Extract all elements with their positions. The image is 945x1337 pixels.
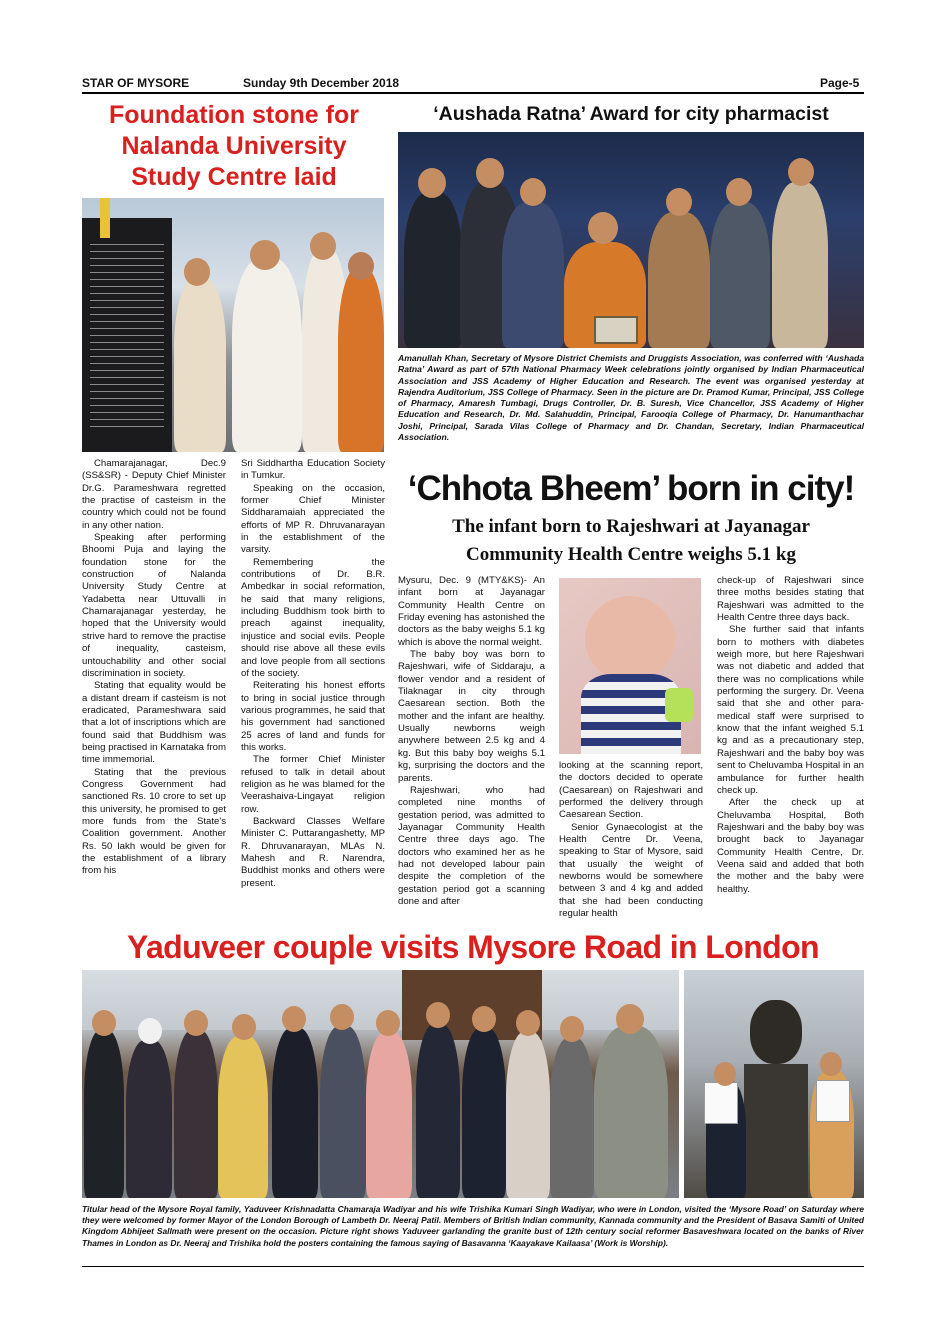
aushada-headline: ‘Aushada Ratna’ Award for city pharmacist	[433, 103, 829, 125]
yaduveer-group-photo	[82, 970, 679, 1198]
paragraph: Remembering the contributions of Dr. B.R. Ambedkar in social reformation, he said that many religions, including Buddhism took birth to preach against inequality, injustice and social evils. People should rise above all these evils and love people from all sections of the society.	[241, 556, 385, 679]
bheem-subheadline	[398, 513, 864, 569]
nalanda-article-column-2	[241, 458, 385, 922]
paragraph: Senior Gynaecologist at the Health Centre Dr. Veena, speaking to Star of Mysore, said that usually the weight of newborns would be somewhere between 3 and 4 kg and added that she had been conducting regular health	[559, 821, 703, 920]
bust	[750, 1000, 802, 1064]
paragraph: Stating that the previous Congress Government had sanctioned Rs. 10 crore to set up this university, he promised to get more funds from the State's Coalition government. Another Rs. 50 lakh would be given for the establishment of a library from his	[82, 766, 226, 877]
basaveshwara-bust-photo	[684, 970, 864, 1198]
paragraph: Speaking after performing Bhoomi Puja and laying the foundation stone for the construction of Nalanda University Study Centre at Yadabetta near Uttuvalli in Chamarajanagar yesterday, he hoped that the University would strive hard to remove the practise of inequality, casteism, untouchability and other social discrimination in society.	[82, 532, 226, 679]
basavanna-poster-left	[704, 1082, 738, 1124]
aushada-caption: Amanullah Khan, Secretary of Mysore District Chemists and Druggists Association, was conferred with ‘Aushada Ratna’ Award as part of 57th National Pharmacy Week celebrations jointly organised by Indian Pharmaceutical Association and JSS Academy of Higher Education and Research. The event was organised yesterday at Rajendra Auditorium, JSS College of Pharmacy. Seen in the picture are Dr. Pramod Kumar, Principal, JSS College of Pharmacy, Amaresh Tumbagi, Drugs Controller, Dr. B. Suresh, Vice Chancellor, JSS Academy of Higher Education and Research, Dr. Md. Salahuddin, Principal, Farooqia College of Pharmacy, Dr. Hanumanthachar Joshi, Principal, Sarada Vilas College of Pharmacy and Dr. Chandan, Secretary, Indian Pharmaceutical Association.	[398, 353, 864, 443]
aushada-award-photo	[398, 132, 864, 348]
bheem-article-column-1	[398, 575, 545, 925]
bheem-subhead-line-2: Community Health Centre weighs 5.1 kg	[465, 544, 797, 565]
paragraph: looking at the scanning report, the doctors decided to operate (Caesarean) on Rajeshwari and performed the delivery through Caesarean Section.	[559, 760, 703, 821]
paragraph: The baby boy was born to Rajeshwari, wife of Siddaraju, a flower vendor and a resident of Tilaknagar in city through Caesarean section. Both the mother and the infant are healthy. Usually newborns weigh anywhere between 2.5 kg and 4 kg. But this baby boy weighs 5.1 kg, surprising the doctors and the parents.	[398, 649, 545, 784]
paragraph: She further said that infants born to mothers with diabetes weigh more, but here Rajeshwari was not diabetic and added that there was no complications while performing the surgery. Dr. Veena said that she and other para-medical staff were surprised to know that the infant weighed 5.1 kg and as a precautionary step, Rajeshwari and the baby boy was sent to Cheluvamba Hospital in an ambulance for further health check up.	[717, 624, 864, 796]
nalanda-headline-line-2: Nalanda University	[121, 132, 347, 160]
nalanda-article-column-1	[82, 458, 226, 922]
nalanda-headline	[82, 100, 386, 193]
paragraph: Backward Classes Welfare Minister C. Puttarangashetty, MP R. Dhruvanarayan, MLAs N. Mahesh and R. Narendra, Buddhist monks and others were present.	[241, 815, 385, 889]
basavanna-poster-right	[816, 1080, 850, 1122]
nalanda-headline-line-3: Study Centre laid	[131, 163, 337, 191]
paragraph: Stating that equality would be a distant dream if casteism is not eradicated, Parameshwara said that a lot of inscriptions which are found said that Buddhism was being practised in Karnataka from time immemorial.	[82, 680, 226, 766]
paragraph: The former Chief Minister refused to talk in detail about religion as he was blamed for the Veerashaiva-Lingayat religion row.	[241, 754, 385, 815]
bottom-rule	[82, 1266, 864, 1267]
award-plaque	[594, 316, 638, 344]
paragraph: Sri Siddhartha Education Society in Tumkur.	[241, 458, 385, 482]
paragraph: Speaking on the occasion, former Chief Minister Siddharamaiah appreciated the efforts of MP R. Dhruvanarayan in the establishment of the varsity.	[241, 482, 385, 556]
paragraph: After the check up at Cheluvamba Hospital, Both Rajeshwari and the baby boy was brought back to Jayanagar Community Health Centre, Dr. Veena said and added that both the mother and the baby were healthy.	[717, 797, 864, 895]
baby-photo	[559, 578, 701, 754]
bheem-subhead-line-1: The infant born to Rajeshwari at Jayanagar	[452, 516, 810, 537]
paragraph: Mysuru, Dec. 9 (MTY&KS)- An infant born at Jayanagar Community Health Centre on Friday evening has astonished the doctors as the baby weighs 5.1 kg which is above the normal weight.	[398, 575, 545, 648]
yaduveer-caption: Titular head of the Mysore Royal family, Yaduveer Krishnadatta Chamaraja Wadiyar and his wife Trishika Kumari Singh Wadiyar, who were in London, visited the ‘Mysore Road’ on Saturday where they were welcomed by former Mayor of the London Borough of Lambeth Dr. Neeraj Patil. Members of British Indian community, Kannada community and the President of Basava Samiti of United Kingdom Abhijeet Sallmath were present on the occasion. Picture right shows Yaduveer garlanding the granite bust of 12th century social reformer Basaveshwara located on the banks of River Thames in London as Dr. Neeraj and Trishika hold the posters containing the famous saying of Basavanna ‘Kaayakave Kailaasa’ (Work is Worship).	[82, 1204, 864, 1248]
nalanda-foundation-photo	[82, 198, 384, 452]
header-rule	[82, 92, 864, 94]
yaduveer-headline: Yaduveer couple visits Mysore Road in London	[127, 929, 819, 965]
page-number: Page-5	[820, 76, 860, 90]
paragraph: Rajeshwari, who had completed nine months of gestation period, was admitted to Jayanagar Community Health Centre three days ago. The doctors who examined her as he had not developed labour pain despite the completion of the gestation period got a scanning done and after	[398, 784, 545, 907]
paragraph: Reiterating his honest efforts to bring in social justice through various programmes, he said that his government had sanctioned 25 acres of land and funds for this works.	[241, 680, 385, 753]
newspaper-name: STAR OF MYSORE	[82, 76, 190, 90]
bheem-article-column-2	[559, 760, 703, 925]
paragraph: Chamarajanagar, Dec.9 (SS&SR) - Deputy Chief Minister Dr.G. Parameshwara regretted the practise of casteism in the country which could not be found in any other nation.	[82, 458, 226, 531]
paragraph: check-up of Rajeshwari since three moths besides stating that Rajeshwari was admitted to the Health Centre three days back.	[717, 575, 864, 624]
nalanda-headline-line-1: Foundation stone for	[109, 101, 359, 129]
bheem-headline: ‘Chhota Bheem’ born in city!	[407, 469, 855, 508]
bheem-article-column-3	[717, 575, 864, 925]
issue-date: Sunday 9th December 2018	[243, 76, 400, 90]
